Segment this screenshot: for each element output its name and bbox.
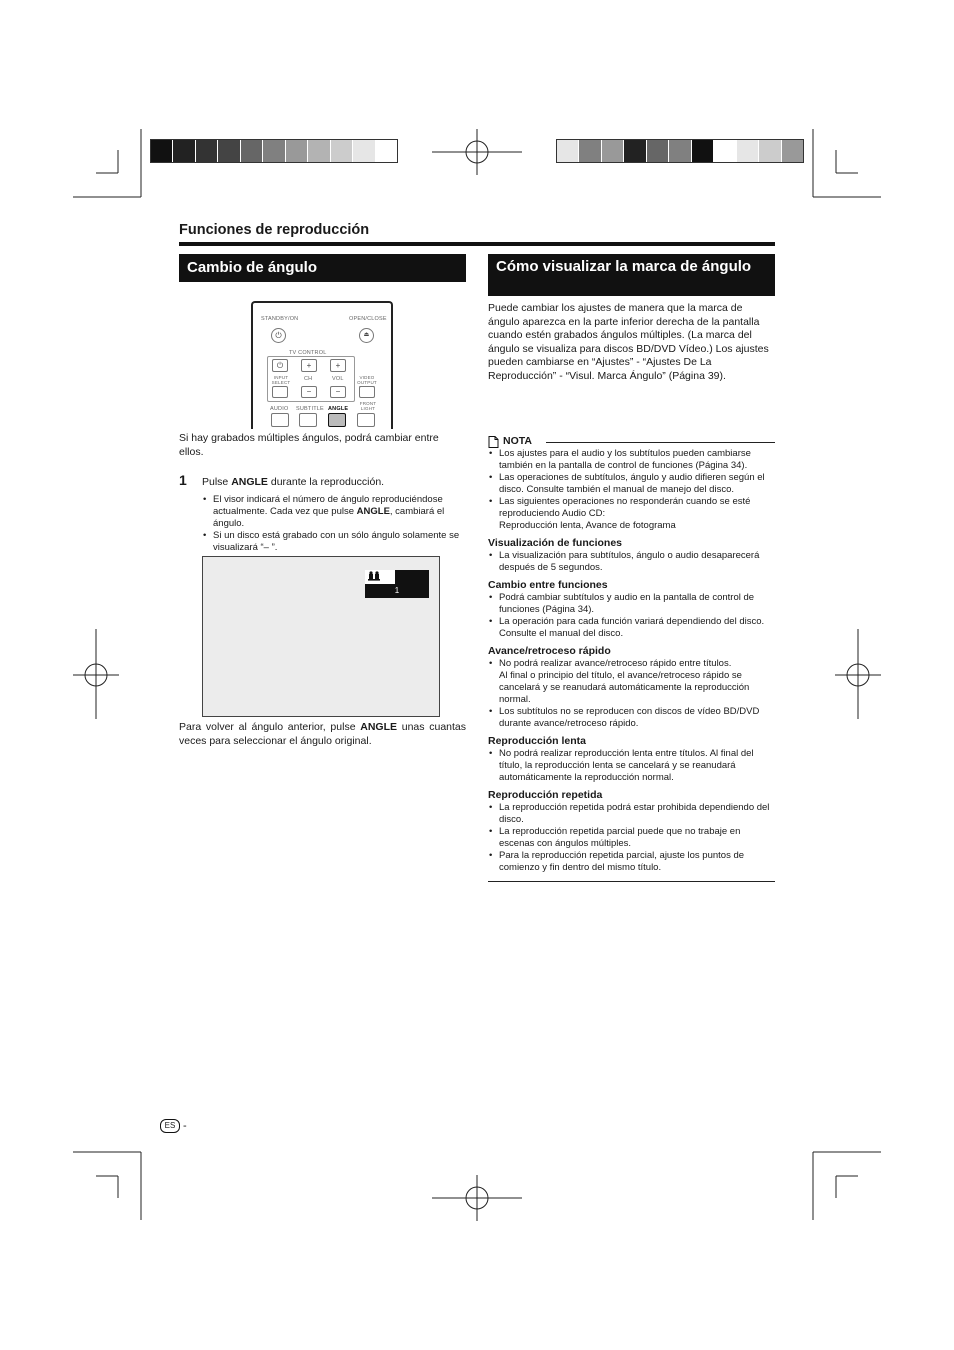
page-footer — [160, 1119, 187, 1133]
ch-plus-icon: + — [301, 359, 317, 372]
color-bar-right-swatch — [557, 140, 579, 162]
color-bar-left-swatch — [286, 140, 308, 162]
list-item: • Si un disco está grabado con un sólo ángulo solamente se visualizará “– ”. — [202, 530, 466, 554]
remote-tv-control-label: TV CONTROL — [289, 350, 327, 356]
color-bar-right-swatch — [759, 140, 781, 162]
remote-audio-label: AUDIO — [270, 406, 289, 412]
section-list — [488, 802, 775, 874]
nota-list — [488, 448, 775, 532]
remote-front-light-label: FRONT LIGHT — [359, 401, 377, 411]
list-item: • La reproducción repetida podrá estar prohibida dependiendo del disco. — [488, 802, 775, 826]
remote-open-close-label: OPEN/CLOSE — [349, 316, 387, 322]
list-item: • No podrá realizar avance/retroceso rápido entre títulos. Al final o principio del título, el avance/retroceso rápido se cancelará y se reanudará automáticamente la reproducción normal. — [488, 658, 775, 706]
color-bar-left — [150, 139, 398, 163]
section-rule — [179, 242, 775, 246]
page-number: - — [183, 1120, 187, 1132]
list-item: • Los ajustes para el audio y los subtítulos pueden cambiarse también en la pantalla de control de funciones (Página 34). — [488, 448, 775, 472]
list-item: • Los subtítulos no se reproducen con discos de vídeo BD/DVD durante avance/retroceso rápido. — [488, 706, 775, 730]
section-title: Reproducción repetida — [488, 789, 603, 801]
left-intro: Si hay grabados múltiples ángulos, podrá cambiar entre ellos. — [179, 432, 439, 458]
right-intro: Puede cambiar los ajustes de manera que la marca de ángulo aparezca en la parte inferior derecha de la pantalla cuando estén grabados ángulos múltiples. (La marca del ángulo se visualiza para discos BD/DVD Vídeo.) Los ajustes pueden cambiarse en “Ajustes” - “Ajustes De La Reproducción” - “Visul. Marca Ángulo” (Página 39). — [488, 302, 769, 382]
remote-video-output-label: VIDEO OUTPUT — [357, 375, 377, 385]
color-bar-left-swatch — [376, 140, 397, 162]
step-text: Pulse ANGLE durante la reproducción. — [202, 476, 385, 488]
remote-angle-label: ANGLE — [328, 406, 349, 412]
color-bar-right-swatch — [782, 140, 803, 162]
heading-marca-angulo: Cómo visualizar la marca de ángulo — [488, 254, 775, 296]
color-bar-left-swatch — [196, 140, 218, 162]
nota-label: NOTA — [503, 435, 532, 447]
ch-minus-icon: − — [301, 386, 317, 398]
power-icon: ⏻ — [271, 328, 286, 343]
language-badge: ES — [160, 1119, 180, 1133]
angle-number: 1 — [365, 584, 429, 598]
color-bar-left-swatch — [308, 140, 330, 162]
remote-input-select-label: INPUT SELECT — [271, 375, 291, 385]
remote-illustration — [251, 301, 393, 429]
step-1 — [179, 472, 466, 554]
remote-standby-label: STANDBY/ON — [261, 316, 299, 322]
section-label: Funciones de reproducción — [179, 222, 370, 238]
list-item: • Podrá cambiar subtítulos y audio en la pantalla de control de funciones (Página 34). — [488, 592, 775, 616]
subtitle-button-shape — [299, 413, 317, 427]
color-bar-right-swatch — [579, 140, 601, 162]
input-select-button-shape — [272, 386, 288, 398]
list-item: • Para la reproducción repetida parcial, ajuste los puntos de comienzo y fin dentro del mismo título. — [488, 850, 775, 874]
tv-power-icon: ⏻ — [272, 359, 288, 372]
list-item: • El visor indicará el número de ángulo reproduciéndose actualmente. Cada vez que pulse ANGLE, cambiará el ángulo. — [202, 494, 466, 530]
section-list — [488, 748, 775, 784]
remote-subtitle-label: SUBTITLE — [296, 406, 324, 412]
section-title: Visualización de funciones — [488, 537, 623, 549]
color-bar-left-swatch — [263, 140, 285, 162]
list-item: • Las siguientes operaciones no responderán cuando se esté reproduciendo Audio CD: Reproducción lenta, Avance de fotograma — [488, 496, 775, 532]
front-light-button-shape — [357, 413, 375, 427]
remote-ch-label: CH — [304, 376, 313, 382]
color-bar-right — [556, 139, 804, 163]
angle-osd — [365, 570, 429, 598]
color-bar-right-swatch — [624, 140, 646, 162]
vol-minus-icon: − — [330, 386, 346, 398]
color-bar-right-swatch — [602, 140, 624, 162]
color-bar-left-swatch — [173, 140, 195, 162]
list-item: • Las operaciones de subtítulos, ángulo y audio difieren según el disco. Consulte también el manual de manejo del disco. — [488, 472, 775, 496]
section-list — [488, 658, 775, 730]
color-bar-left-swatch — [331, 140, 353, 162]
color-bar-right-swatch — [692, 140, 714, 162]
list-item: • No podrá realizar reproducción lenta entre títulos. Al final del título, la reproducción lenta se cancelará y se reanudará automáticamente la reproducción normal. — [488, 748, 775, 784]
remote-vol-label: VOL — [332, 376, 344, 382]
color-bar-left-swatch — [218, 140, 240, 162]
nota-sections — [488, 537, 775, 874]
step-bullets — [202, 494, 466, 554]
list-item: • La reproducción repetida parcial puede que no trabaje en escenas con ángulos múltiples. — [488, 826, 775, 850]
list-item: • La operación para cada función variará dependiendo del disco. Consulte el manual del disco. — [488, 616, 775, 640]
vol-plus-icon: + — [330, 359, 346, 372]
color-bar-right-swatch — [714, 140, 736, 162]
section-title: Avance/retroceso rápido — [488, 645, 611, 657]
color-bar-left-swatch — [353, 140, 375, 162]
audio-button-shape — [271, 413, 289, 427]
angle-button-highlight — [328, 413, 346, 427]
nota-end-rule — [488, 881, 775, 882]
video-output-button-shape — [359, 386, 375, 398]
color-bar-right-swatch — [647, 140, 669, 162]
color-bar-right-swatch — [737, 140, 759, 162]
color-bar-left-swatch — [241, 140, 263, 162]
section-title: Reproducción lenta — [488, 735, 587, 747]
eject-icon: ⏏ — [359, 328, 374, 343]
nota-content — [488, 448, 775, 882]
list-item: • La visualización para subtítulos, ángulo o audio desaparecerá después de 5 segundos. — [488, 550, 775, 574]
section-title: Cambio entre funciones — [488, 579, 608, 591]
angle-icon — [365, 570, 395, 584]
color-bar-right-swatch — [669, 140, 691, 162]
color-bar-left-swatch — [151, 140, 173, 162]
screen-example — [202, 556, 440, 717]
heading-cambio-angulo: Cambio de ángulo — [179, 254, 466, 282]
step-number: 1 — [179, 472, 187, 488]
nota-header — [488, 434, 775, 448]
section-list — [488, 550, 775, 574]
section-list — [488, 592, 775, 640]
left-outro: Para volver al ángulo anterior, pulse ANGLE unas cuantas veces para seleccionar el ángulo original. — [179, 721, 466, 747]
